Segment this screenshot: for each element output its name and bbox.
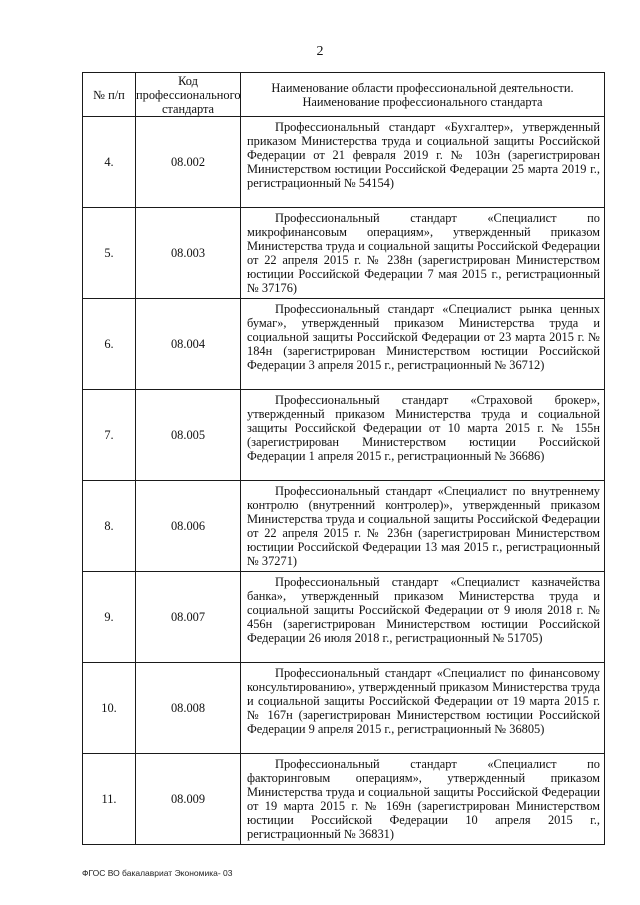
row-name: Профессиональный стандарт «Специалист по внутреннему контролю (внутренний контролер)», утвержденный приказом Министерства труда и социальной защиты Российской Федерации от 22 апреля 2015 г. № 236н (зарегистрирован Министерством юстиции Российской Федерации 13 мая 2015 г., регистрационный № 37271) — [241, 481, 605, 572]
table-row — [83, 572, 605, 663]
row-code: 08.008 — [136, 663, 241, 754]
row-name: Профессиональный стандарт «Специалист по микрофинансовым операциям», утвержденный приказом Министерства труда и социальной защиты Российской Федерации от 22 апреля 2015 г. № 238н (зарегистрирован Министерством юстиции Российской Федерации 7 мая 2015 г., регистрационный № 37176) — [241, 208, 605, 299]
row-code: 08.004 — [136, 299, 241, 390]
header-name: Наименование области профессиональной деятельности. Наименование профессионального стандарта — [241, 73, 605, 117]
table-row — [83, 754, 605, 845]
table-row — [83, 481, 605, 572]
row-code: 08.005 — [136, 390, 241, 481]
row-name: Профессиональный стандарт «Бухгалтер», утвержденный приказом Министерства труда и социальной защиты Российской Федерации от 21 февраля 2019 г. № 103н (зарегистрирован Министерством юстиции Российской Федерации 25 марта 2019 г., регистрационный № 54154) — [241, 117, 605, 208]
row-num: 10. — [83, 663, 136, 754]
header-num: № п/п — [83, 73, 136, 117]
row-num: 6. — [83, 299, 136, 390]
page-number: 2 — [316, 44, 324, 59]
row-code: 08.007 — [136, 572, 241, 663]
row-num: 9. — [83, 572, 136, 663]
row-code: 08.009 — [136, 754, 241, 845]
table-row — [83, 117, 605, 208]
row-num: 5. — [83, 208, 136, 299]
row-code: 08.002 — [136, 117, 241, 208]
row-name: Профессиональный стандарт «Страховой брокер», утвержденный приказом Министерства труда и социальной защиты Российской Федерации от 10 марта 2015 г. № 155н (зарегистрирован Министерством юстиции Российской Федерации 1 апреля 2015 г., регистрационный № 36686) — [241, 390, 605, 481]
row-num: 11. — [83, 754, 136, 845]
row-name: Профессиональный стандарт «Специалист рынка ценных бумаг», утвержденный приказом Министерства труда и социальной защиты Российской Федерации от 23 марта 2015 г. № 184н (зарегистрирован Министерством юстиции Российской Федерации 3 апреля 2015 г., регистрационный № 36712) — [241, 299, 605, 390]
document-footer: ФГОС ВО бакалавриат Экономика- 03 — [82, 868, 233, 878]
table-row — [83, 390, 605, 481]
row-name: Профессиональный стандарт «Специалист казначейства банка», утвержденный приказом Министерства труда и социальной защиты Российской Федерации от 9 июля 2018 г. № 456н (зарегистрирован Министерством юстиции Российской Федерации 26 июля 2018 г., регистрационный № 51705) — [241, 572, 605, 663]
professional-standards-table — [82, 72, 605, 845]
table-row — [83, 663, 605, 754]
row-code: 08.003 — [136, 208, 241, 299]
row-name: Профессиональный стандарт «Специалист по финансовому консультированию», утвержденный приказом Министерства труда и социальной защиты Российской Федерации от 19 марта 2015 г. № 167н (зарегистрирован Министерством юстиции Российской Федерации 9 апреля 2015 г., регистрационный № 36805) — [241, 663, 605, 754]
table-row — [83, 299, 605, 390]
row-num: 7. — [83, 390, 136, 481]
row-name: Профессиональный стандарт «Специалист по факторинговым операциям», утвержденный приказом Министерства труда и социальной защиты Российской Федерации от 19 марта 2015 г. № 169н (зарегистрирован Министерством юстиции Российской Федерации 10 апреля 2015 г., регистрационный № 36831) — [241, 754, 605, 845]
header-code: Код профессионального стандарта — [136, 73, 241, 116]
table-row — [83, 208, 605, 299]
table-header-row — [83, 73, 605, 117]
row-code: 08.006 — [136, 481, 241, 572]
row-num: 4. — [83, 117, 136, 208]
row-num: 8. — [83, 481, 136, 572]
